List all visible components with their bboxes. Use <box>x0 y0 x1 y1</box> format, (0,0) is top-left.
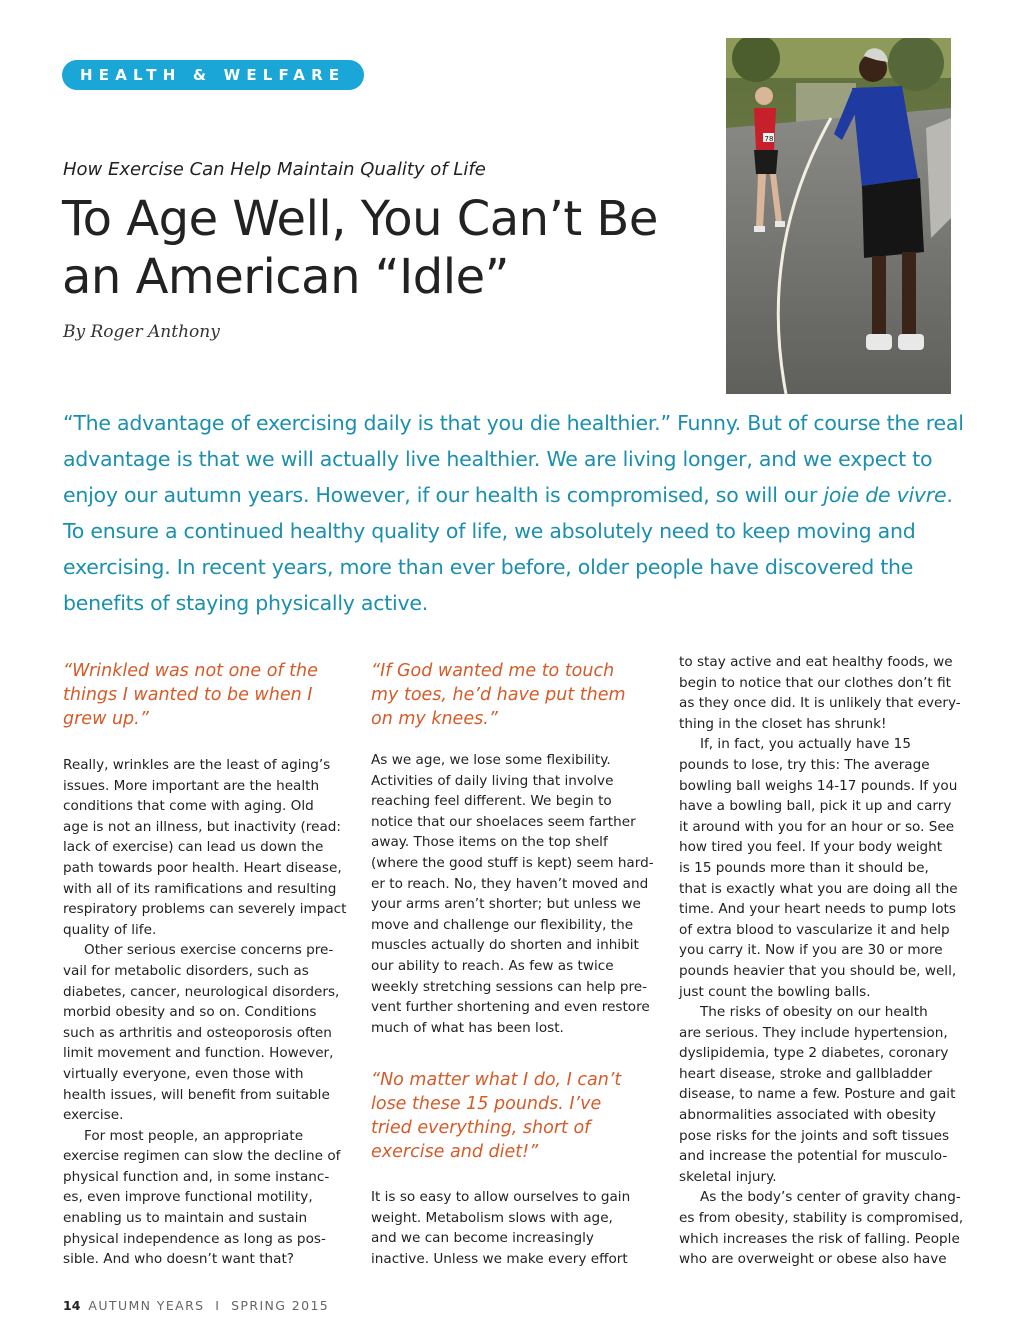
body-line: time. And your heart needs to pump lots <box>679 901 956 918</box>
body-line: that is exactly what you are doing all the <box>679 880 958 897</box>
body-line: path towards poor health. Heart disease, <box>63 859 342 876</box>
intro-line: “The advantage of exercising daily is that you die healthier.” Funny. But of course the real <box>63 411 964 435</box>
column-3-body <box>679 652 969 1270</box>
byline: By Roger Anthony <box>63 322 220 342</box>
page-number: 14 <box>63 1298 81 1313</box>
column-2-body-bottom <box>371 1187 661 1269</box>
body-line: pounds to lose, try this: The average <box>679 756 930 773</box>
body-line: vent further shortening and even restore <box>371 999 650 1016</box>
body-line: age is not an illness, but inactivity (read: <box>63 818 342 835</box>
pull-quote-line: “No matter what I do, I can’t <box>371 1070 622 1090</box>
body-line: bowling ball weighs 14-17 pounds. If you <box>679 777 958 794</box>
pull-quote-line: lose these 15 pounds. I’ve <box>371 1094 602 1114</box>
intro-italic-end: . <box>946 483 953 507</box>
body-line: exercise regimen can slow the decline of <box>63 1148 341 1165</box>
body-line: limit movement and function. However, <box>63 1045 334 1062</box>
pull-quote-line: “Wrinkled was not one of the <box>63 661 318 681</box>
body-line: have a bowling ball, pick it up and carry <box>679 798 952 815</box>
body-line: move and challenge our flexibility, the <box>371 916 634 933</box>
pull-quote-pounds <box>371 1068 661 1164</box>
body-line: respiratory problems can severely impact <box>63 901 347 918</box>
intro-line: To ensure a continued healthy quality of life, we absolutely need to keep moving and <box>63 519 916 543</box>
page-footer <box>63 1298 329 1313</box>
body-line: As we age, we lose some flexibility. <box>371 752 611 768</box>
body-line: inactive. Unless we make every effort <box>371 1250 628 1267</box>
body-line: and we can become increasingly <box>371 1230 594 1247</box>
pull-quote-wrinkles <box>63 659 353 731</box>
intro-line <box>63 477 963 513</box>
publication-name: AUTUMN YEARS I SPRING 2015 <box>88 1298 330 1313</box>
body-line: begin to notice that our clothes don’t fit <box>679 674 951 691</box>
body-line: health issues, will benefit from suitable <box>63 1086 330 1103</box>
body-line: enabling us to maintain and sustain <box>63 1210 308 1227</box>
body-line: weekly stretching sessions can help pre- <box>371 978 648 995</box>
body-line: it around with you for an hour or so. See <box>679 818 955 835</box>
body-line: conditions that come with aging. Old <box>63 798 314 815</box>
article-title <box>62 190 702 306</box>
body-line: pounds heavier that you should be, well, <box>679 962 957 979</box>
body-line: morbid obesity and so on. Conditions <box>63 1004 317 1021</box>
body-line: sible. And who doesn’t want that? <box>63 1251 295 1268</box>
body-line: virtually everyone, even those with <box>63 1065 304 1082</box>
body-line: Activities of daily living that involve <box>371 772 614 789</box>
body-line: heart disease, stroke and gallbladder <box>679 1065 933 1082</box>
body-line: reaching feel different. We begin to <box>371 793 612 810</box>
body-line: weight. Metabolism slows with age, <box>371 1209 613 1226</box>
pull-quote-line: grew up.” <box>63 709 149 729</box>
body-line: es, even improve functional motility, <box>63 1189 313 1206</box>
body-line: your arms aren’t shorter; but unless we <box>371 896 641 913</box>
pull-quote-line: on my knees.” <box>371 709 498 729</box>
intro-line-text: enjoy our autumn years. However, if our health is compromised, so will our <box>63 483 824 507</box>
body-line: It is so easy to allow ourselves to gain <box>371 1189 631 1205</box>
body-line: (where the good stuff is kept) seem hard- <box>371 854 654 871</box>
body-line: of extra blood to vascularize it and help <box>679 921 950 938</box>
body-line: physical function and, in some instanc- <box>63 1168 330 1185</box>
body-line: quality of life. <box>63 921 157 938</box>
intro-paragraph <box>63 405 963 621</box>
body-line: away. Those items on the top shelf <box>371 834 608 851</box>
column-2-body-top <box>371 750 661 1038</box>
body-line: our ability to reach. As few as twice <box>371 957 614 974</box>
body-line: lack of exercise) can lead us down the <box>63 839 324 856</box>
body-line: which increases the risk of falling. People <box>679 1230 960 1247</box>
body-line: such as arthritis and osteoporosis often <box>63 1024 332 1041</box>
pull-quote-toes <box>371 659 661 731</box>
body-line: exercise. <box>63 1107 124 1124</box>
pull-quote-line: my toes, he’d have put them <box>371 685 626 705</box>
runner-photo <box>726 38 951 394</box>
article-subhead: How Exercise Can Help Maintain Quality of Life <box>63 159 486 180</box>
body-line: diabetes, cancer, neurological disorders, <box>63 983 340 1000</box>
column-1-body <box>63 755 353 1270</box>
body-line: much of what has been lost. <box>371 1019 564 1036</box>
body-line: pose risks for the joints and soft tissues <box>679 1127 950 1144</box>
body-line: vail for metabolic disorders, such as <box>63 962 309 979</box>
body-line: For most people, an appropriate <box>84 1127 304 1144</box>
pull-quote-line: “If God wanted me to touch <box>371 661 615 681</box>
body-line: As the body’s center of gravity chang- <box>700 1189 961 1206</box>
pull-quote-line: tried everything, short of <box>371 1118 591 1138</box>
body-line: disease, to name a few. Posture and gait <box>679 1086 956 1103</box>
body-line: to stay active and eat healthy foods, we <box>679 654 953 670</box>
body-line: are serious. They include hypertension, <box>679 1024 948 1041</box>
intro-italic-phrase: joie de vivre <box>823 483 947 507</box>
section-tag: HEALTH & WELFARE <box>62 60 364 90</box>
body-line: er to reach. No, they haven’t moved and <box>371 875 649 892</box>
body-line: muscles actually do shorten and inhibit <box>371 937 639 954</box>
intro-line: exercising. In recent years, more than ever before, older people have discovered the <box>63 555 914 579</box>
body-line: issues. More important are the health <box>63 777 320 794</box>
body-line: with all of its ramifications and resulting <box>63 880 337 897</box>
body-line: notice that our shoelaces seem farther <box>371 813 636 830</box>
body-line: abnormalities associated with obesity <box>679 1107 936 1124</box>
body-line: Other serious exercise concerns pre- <box>84 942 334 959</box>
intro-line: advantage is that we will actually live healthier. We are living longer, and we expect to <box>63 447 933 471</box>
body-line: dyslipidemia, type 2 diabetes, coronary <box>679 1045 949 1062</box>
body-line: you carry it. Now if you are 30 or more <box>679 942 943 959</box>
body-line: es from obesity, stability is compromised, <box>679 1210 964 1227</box>
body-line: as they once did. It is unlikely that every- <box>679 695 961 712</box>
body-line: If, in fact, you actually have 15 <box>700 736 911 753</box>
body-line: The risks of obesity on our health <box>700 1004 928 1021</box>
pull-quote-line: exercise and diet!” <box>371 1142 539 1162</box>
article-title-line: To Age Well, You Can’t Be <box>62 191 658 247</box>
body-line: who are overweight or obese also have <box>679 1251 947 1268</box>
body-line: physical independence as long as pos- <box>63 1230 326 1247</box>
body-line: and increase the potential for musculo- <box>679 1148 948 1165</box>
intro-line: benefits of staying physically active. <box>63 591 428 615</box>
body-line: Really, wrinkles are the least of aging’s <box>63 757 331 773</box>
pull-quote-line: things I wanted to be when I <box>63 685 313 705</box>
body-line: thing in the closet has shrunk! <box>679 715 887 732</box>
article-title-line: an American “Idle” <box>62 249 509 305</box>
body-line: how tired you feel. If your body weight <box>679 839 943 856</box>
body-line: skeletal injury. <box>679 1168 777 1185</box>
body-line: just count the bowling balls. <box>679 983 871 1000</box>
body-line: is 15 pounds more than it should be, <box>679 859 929 876</box>
race-bib-number: 78 <box>764 135 774 143</box>
